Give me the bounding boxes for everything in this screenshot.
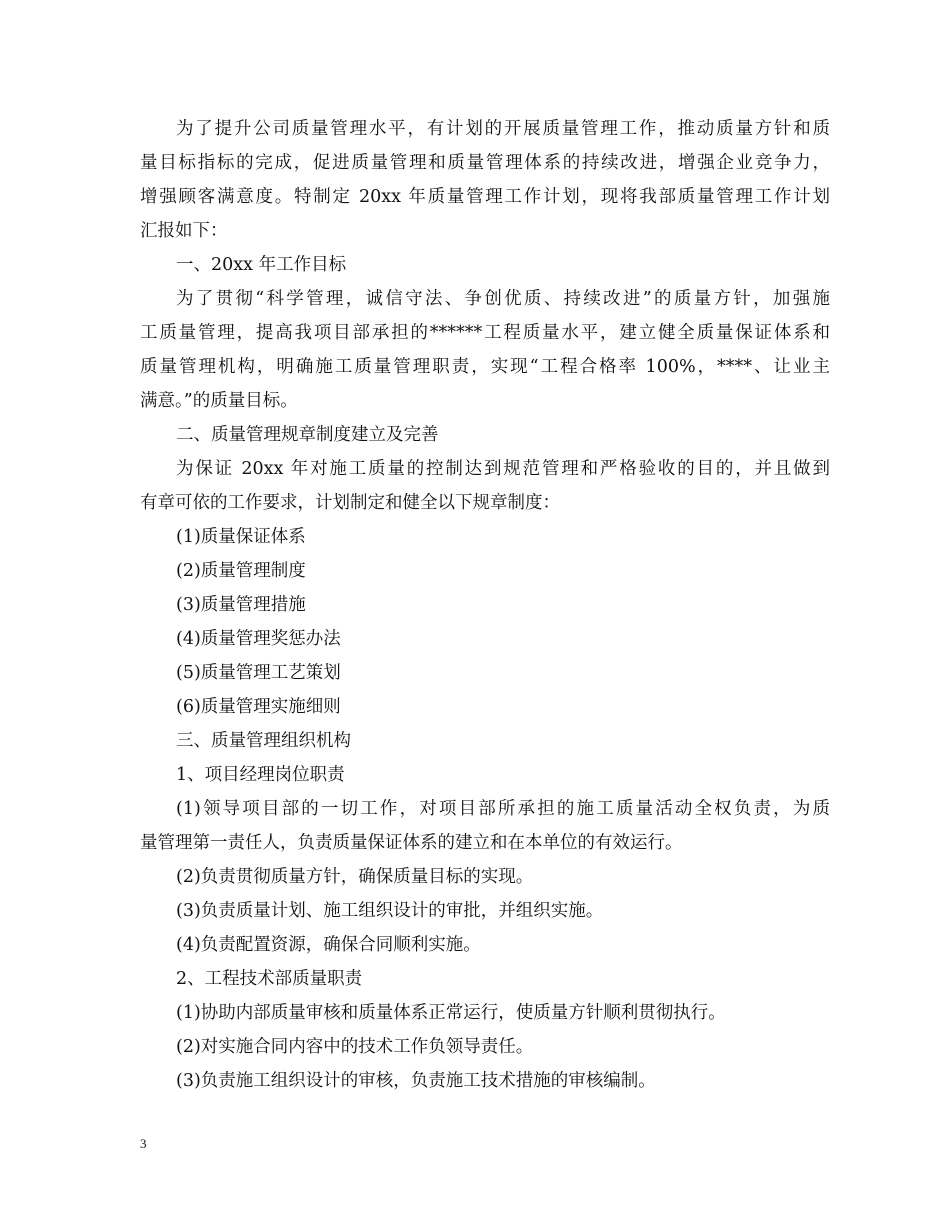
list-item: (6)质量管理实施细则 xyxy=(176,697,341,717)
paragraph-line: 质量管理机构，明确施工质量管理职责，实现“工程合格率 100%，****、让业主 xyxy=(140,357,830,377)
paragraph-line: 汇报如下： xyxy=(140,221,228,241)
paragraph-line: 增强顾客满意度。特制定 20xx 年质量管理工作计划，现将我部质量管理工作计划 xyxy=(140,187,830,207)
list-item: (2)对实施合同内容中的技术工作负领导责任。 xyxy=(176,1037,534,1057)
paragraph-line: 为了提升公司质量管理水平，有计划的开展质量管理工作，推动质量方针和质 xyxy=(176,119,830,139)
paragraph-line: 有章可依的工作要求，计划制定和健全以下规章制度： xyxy=(140,493,560,513)
list-item: (4)负责配置资源，确保合同顺利实施。 xyxy=(176,935,481,955)
list-item: (1)质量保证体系 xyxy=(176,527,306,547)
paragraph-line: 量目标指标的完成，促进质量管理和质量管理体系的持续改进，增强企业竞争力， xyxy=(140,153,830,173)
paragraph-line: 满意。”的质量目标。 xyxy=(140,391,298,411)
page-number: 3 xyxy=(140,1136,147,1151)
list-item: (2)质量管理制度 xyxy=(176,561,306,581)
list-item: (5)质量管理工艺策划 xyxy=(176,663,341,683)
list-item: (4)质量管理奖惩办法 xyxy=(176,629,341,649)
list-item: (3)质量管理措施 xyxy=(176,595,306,615)
document-body xyxy=(140,112,830,1098)
subsection-heading: 1、项目经理岗位职责 xyxy=(176,765,345,785)
paragraph-line: 为了贯彻“科学管理，诚信守法、争创优质、持续改进”的质量方针，加强施 xyxy=(176,289,830,309)
list-item: (1)领导项目部的一切工作，对项目部所承担的施工质量活动全权负责，为质 xyxy=(176,799,830,819)
paragraph-line: 工质量管理，提高我项目部承担的******工程质量水平，建立健全质量保证体系和 xyxy=(140,323,830,343)
section-heading: 三、质量管理组织机构 xyxy=(176,731,351,751)
paragraph-line: 为保证 20xx 年对施工质量的控制达到规范管理和严格验收的目的，并且做到 xyxy=(176,459,830,479)
list-item: (2)负责贯彻质量方针，确保质量目标的实现。 xyxy=(176,867,534,887)
subsection-heading: 2、工程技术部质量职责 xyxy=(176,969,363,989)
list-item: (3)负责施工组织设计的审核，负责施工技术措施的审核编制。 xyxy=(176,1071,656,1091)
section-heading: 一、20xx 年工作目标 xyxy=(176,255,347,275)
section-heading: 二、质量管理规章制度建立及完善 xyxy=(176,425,439,445)
paragraph-line: 量管理第一责任人，负责质量保证体系的建立和在本单位的有效运行。 xyxy=(140,833,683,853)
list-item: (3)负责质量计划、施工组织设计的审批，并组织实施。 xyxy=(176,901,604,921)
list-item: (1)协助内部质量审核和质量体系正常运行，使质量方针顺利贯彻执行。 xyxy=(176,1003,726,1023)
